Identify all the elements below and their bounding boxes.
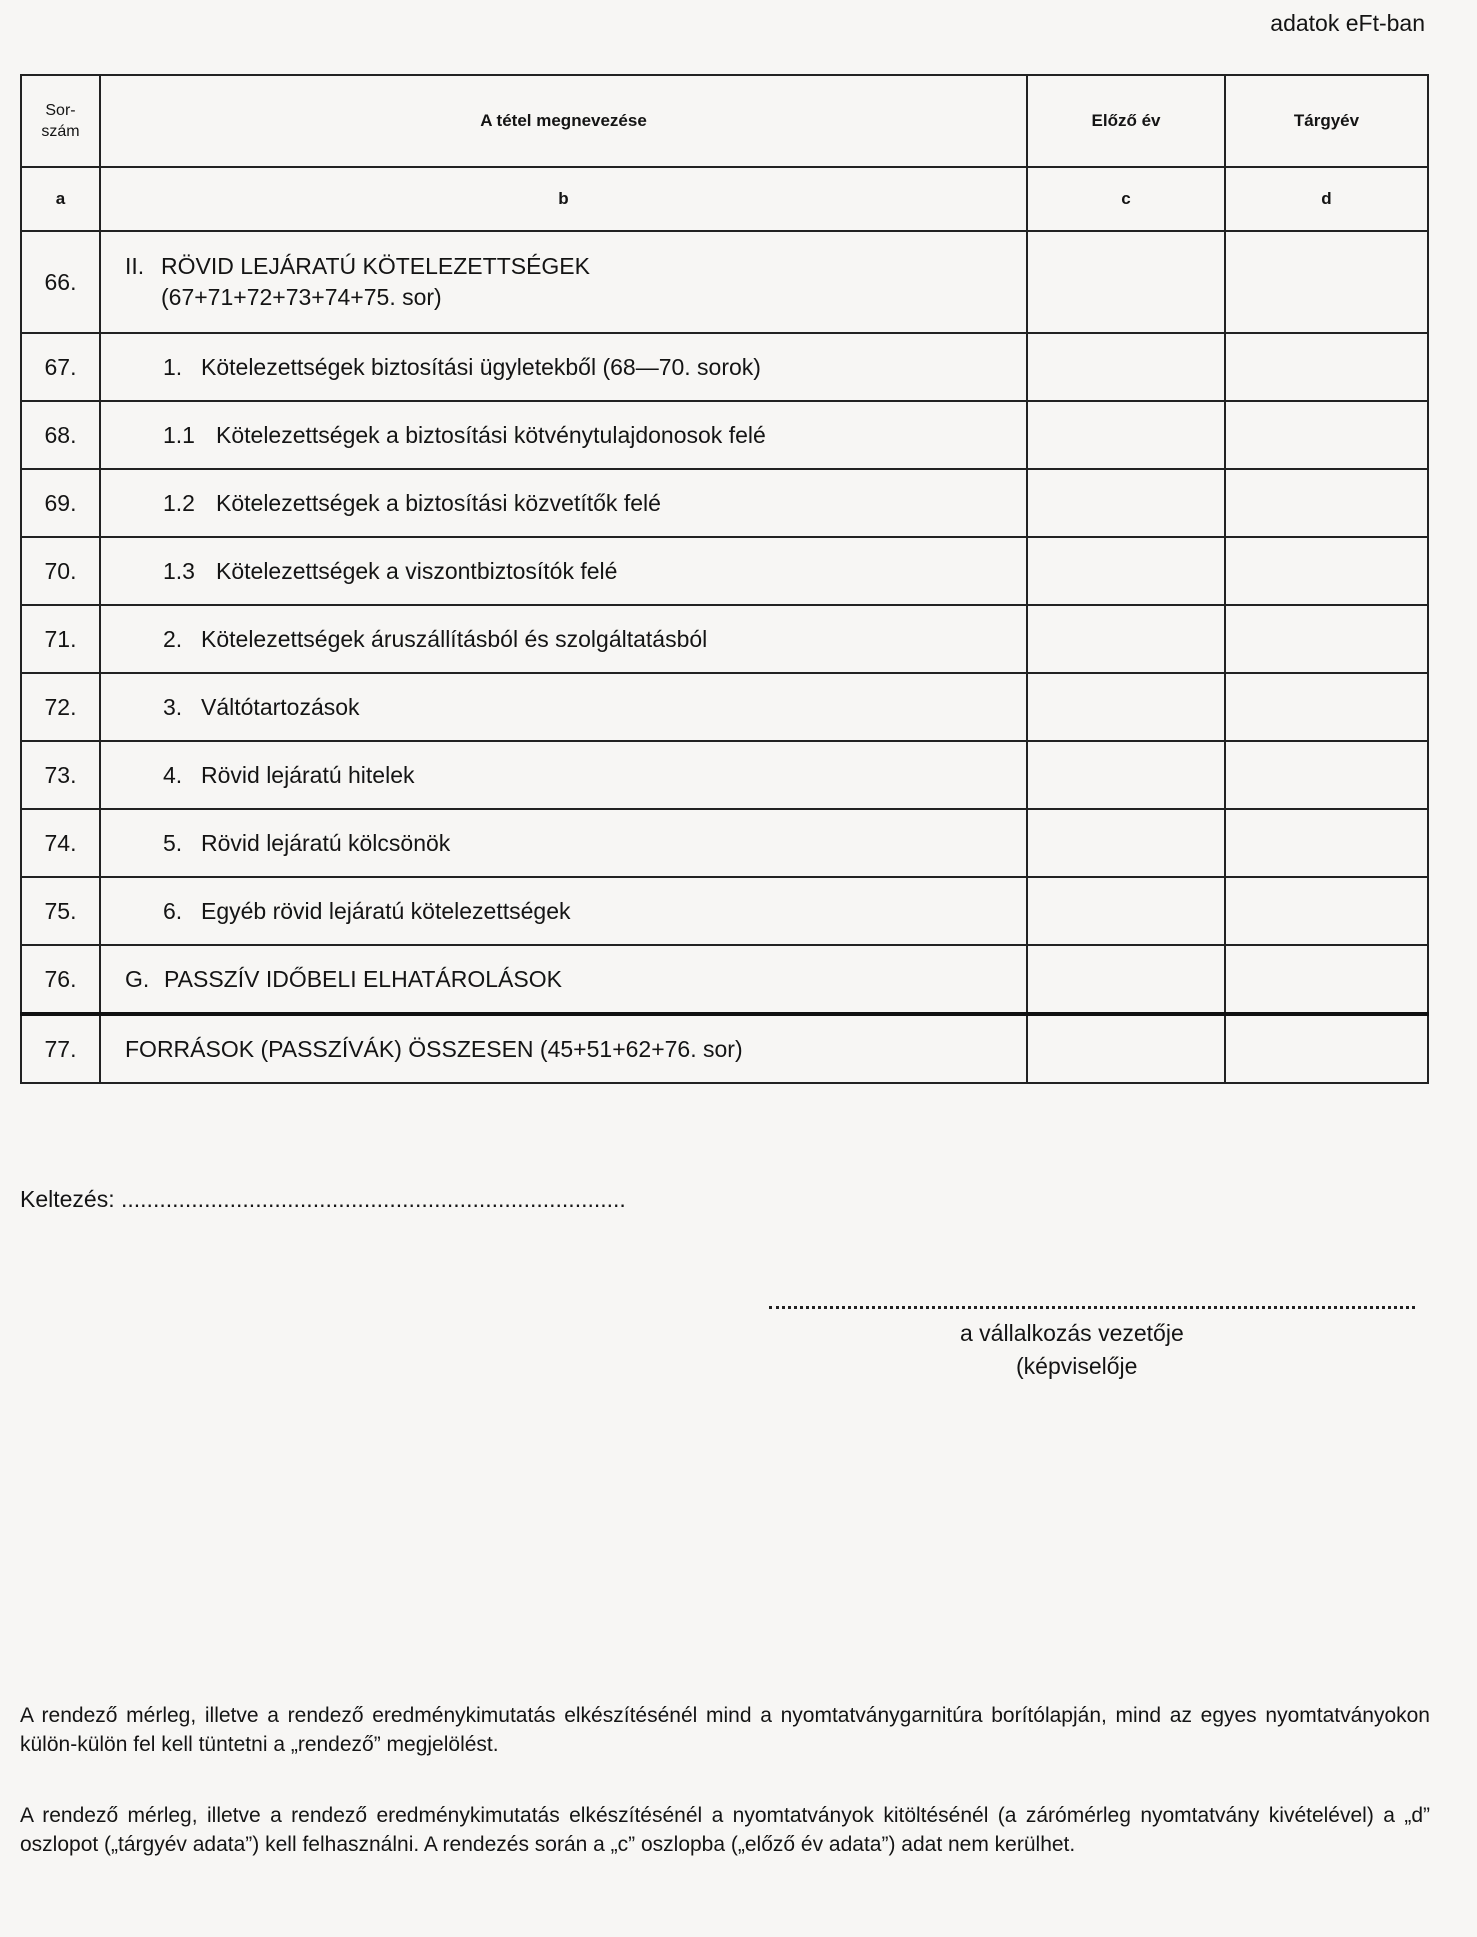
row-bullet: 1.2 [163,489,195,516]
row-bullet: 4. [163,761,183,788]
current-year-cell[interactable] [1225,673,1428,741]
date-field[interactable]: Keltezés: ............................................................................... [20,1186,626,1212]
letter-c: c [1027,167,1225,231]
row-bullet: II. [125,253,145,279]
prev-year-cell[interactable] [1027,537,1225,605]
row-text: Rövid lejáratú kölcsönök [201,829,451,856]
row-bullet: G. [125,965,150,992]
row-name [100,673,1027,741]
header-sorszam-label: Sor- szám [41,102,80,140]
current-year-cell[interactable] [1225,333,1428,401]
balance-sheet-table [20,74,1429,1084]
table-header-row [21,75,1428,167]
current-year-cell[interactable] [1225,741,1428,809]
table-row [21,877,1428,945]
table-row [21,809,1428,877]
signature-caption-sub: (képviselője [1016,1353,1138,1379]
row-name [100,469,1027,537]
row-bullet: 1.1 [163,421,195,448]
table-row-total [21,1014,1428,1083]
current-year-cell[interactable] [1225,231,1428,333]
current-year-cell[interactable] [1225,945,1428,1014]
current-year-cell[interactable] [1225,809,1428,877]
table-row [21,945,1428,1014]
header-prev-year: Előző év [1027,75,1225,167]
row-bullet: 1.3 [163,557,195,584]
table-row [21,537,1428,605]
row-number: 69. [21,469,100,537]
row-number: 76. [21,945,100,1014]
row-name [100,333,1027,401]
signature-caption: a vállalkozás vezetője [960,1320,1184,1346]
table-row [21,741,1428,809]
prev-year-cell[interactable] [1027,809,1225,877]
letter-d: d [1225,167,1428,231]
current-year-cell[interactable] [1225,605,1428,673]
row-text: Kötelezettségek a viszontbiztosítók felé [216,557,618,584]
table-row [21,231,1428,333]
row-name [100,401,1027,469]
header-name: A tétel megnevezése [100,75,1027,167]
row-bullet: 6. [163,897,183,924]
signature-line[interactable] [769,1306,1415,1309]
instruction-note: A rendező mérleg, illetve a rendező eredménykimutatás elkészítésénél mind a nyomtatványgarnitúra borítólapján, mind az egyes nyomtatványokon külön-külön fel kell tüntetni a „rendező” megjelölést. [20,1704,1430,1756]
instruction-note: A rendező mérleg, illetve a rendező eredménykimutatás elkészítésénél a nyomtatványok kitöltésénél (a zárómérleg nyomtatvány kivételével) a „d” oszlopot („tárgyév adata”) kell felhasználni. A rendezés során a „c” oszlopba („előző év adata”) adat nem kerülhet. [20,1804,1430,1856]
row-text: Váltótartozások [201,693,360,720]
row-bullet: 1. [163,353,183,380]
row-number: 70. [21,537,100,605]
row-bullet: 2. [163,625,183,652]
row-name [100,605,1027,673]
prev-year-cell[interactable] [1027,1014,1225,1083]
row-text: Rövid lejáratú hitelek [201,761,415,788]
prev-year-cell[interactable] [1027,605,1225,673]
row-name [100,741,1027,809]
prev-year-cell[interactable] [1027,945,1225,1014]
column-letter-row [21,167,1428,231]
row-number: 77. [21,1014,100,1083]
row-number: 68. [21,401,100,469]
row-name [100,537,1027,605]
current-year-cell[interactable] [1225,537,1428,605]
prev-year-cell[interactable] [1027,333,1225,401]
row-number: 72. [21,673,100,741]
row-text-line2: (67+71+72+73+74+75. sor) [161,284,442,310]
current-year-cell[interactable] [1225,877,1428,945]
row-number: 74. [21,809,100,877]
header-current-year: Tárgyév [1225,75,1428,167]
prev-year-cell[interactable] [1027,401,1225,469]
row-text: Kötelezettségek áruszállításból és szolgáltatásból [201,625,708,652]
unit-label: adatok eFt-ban [1270,10,1425,36]
row-text: Kötelezettségek a biztosítási közvetítők felé [216,489,661,516]
current-year-cell[interactable] [1225,401,1428,469]
row-text: Kötelezettségek a biztosítási kötvénytulajdonosok felé [216,421,766,448]
row-number: 73. [21,741,100,809]
row-number: 71. [21,605,100,673]
row-bullet: 3. [163,693,183,720]
row-name [100,231,1027,333]
table-row [21,605,1428,673]
row-name [100,945,1027,1014]
current-year-cell[interactable] [1225,1014,1428,1083]
row-number: 66. [21,231,100,333]
row-text: Kötelezettségek biztosítási ügyletekből (68—70. sorok) [201,353,761,380]
prev-year-cell[interactable] [1027,741,1225,809]
table-row [21,673,1428,741]
row-text: Egyéb rövid lejáratú kötelezettségek [201,897,571,924]
header-sorszam [21,75,100,167]
prev-year-cell[interactable] [1027,469,1225,537]
row-name [100,809,1027,877]
row-text: RÖVID LEJÁRATÚ KÖTELEZETTSÉGEK [161,253,590,279]
letter-b: b [100,167,1027,231]
row-name: FORRÁSOK (PASSZÍVÁK) ÖSSZESEN (45+51+62+76. sor) [100,1014,1027,1083]
letter-a: a [21,167,100,231]
table-row [21,401,1428,469]
row-name [100,877,1027,945]
current-year-cell[interactable] [1225,469,1428,537]
row-text: PASSZÍV IDŐBELI ELHATÁROLÁSOK [164,965,562,992]
row-number: 75. [21,877,100,945]
prev-year-cell[interactable] [1027,231,1225,333]
prev-year-cell[interactable] [1027,877,1225,945]
table-row [21,333,1428,401]
prev-year-cell[interactable] [1027,673,1225,741]
row-number: 67. [21,333,100,401]
row-bullet: 5. [163,829,183,856]
table-row [21,469,1428,537]
